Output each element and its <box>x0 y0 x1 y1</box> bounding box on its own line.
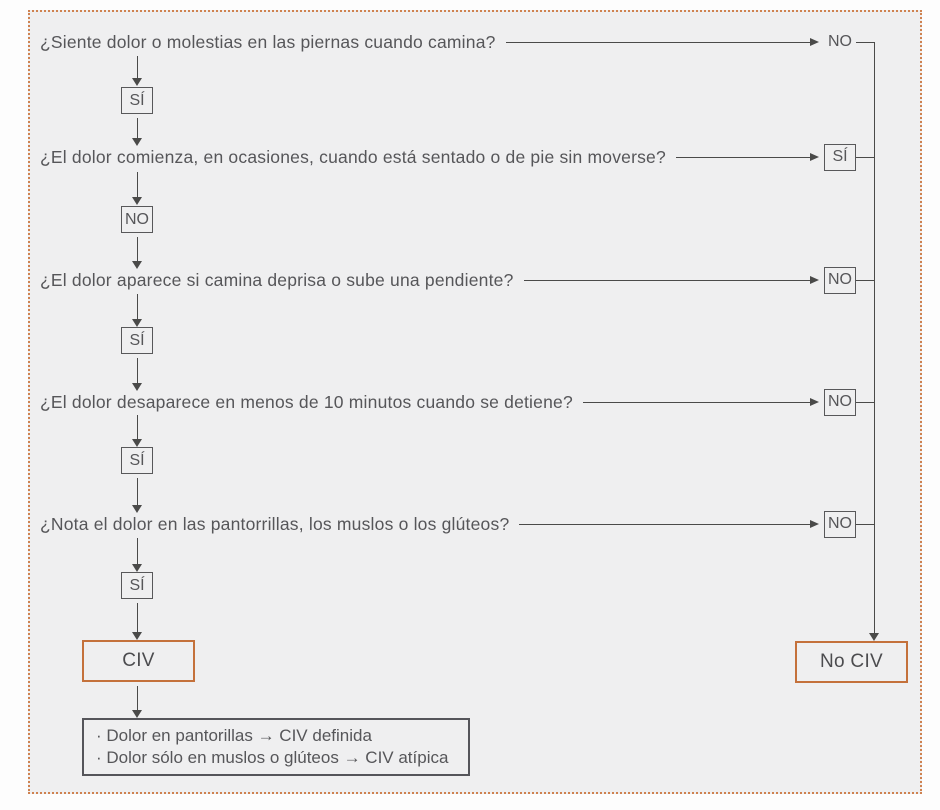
question-row-3 <box>40 269 874 291</box>
arrow-right-icon <box>810 398 819 406</box>
connector-line <box>583 402 810 403</box>
answer-1-right-label: NO <box>828 33 852 50</box>
arrow-down-icon <box>137 172 138 197</box>
connector-line <box>676 157 810 158</box>
answer-1-down-box: SÍ <box>121 87 153 114</box>
note-line-2: · Dolor sólo en muslos o glúteos → CIV atípica <box>96 748 449 767</box>
arrow-right-icon <box>810 38 819 46</box>
arrow-down-icon <box>137 56 138 78</box>
question-row-5 <box>40 513 874 535</box>
arrow-down-icon <box>137 294 138 319</box>
flowchart-panel <box>28 10 922 794</box>
question-3-text: ¿El dolor aparece si camina deprisa o sube una pendiente? <box>40 269 514 290</box>
answer-4-right-box: NO <box>824 389 856 416</box>
arrow-right-icon <box>810 276 819 284</box>
arrow-down-icon <box>137 538 138 564</box>
arrow-right-icon <box>810 153 819 161</box>
answer-3-down-box: SÍ <box>121 327 153 354</box>
connector-stub <box>856 42 874 43</box>
arrow-down-icon <box>137 478 138 505</box>
answer-3-right-box: NO <box>824 267 856 294</box>
arrow-down-icon <box>137 118 138 138</box>
question-row-4 <box>40 391 874 413</box>
answer-5-down-box: SÍ <box>121 572 153 599</box>
note-line-1: · Dolor en pantorillas → CIV definida <box>96 726 372 745</box>
arrow-down-icon <box>137 415 138 439</box>
outcome-no-civ-box: No CIV <box>795 641 908 683</box>
question-4-text: ¿El dolor desaparece en menos de 10 minutos cuando se detiene? <box>40 391 573 412</box>
answer-4-down-box: SÍ <box>121 447 153 474</box>
question-row-1 <box>40 31 874 53</box>
connector-line <box>524 280 810 281</box>
connector-line <box>519 524 810 525</box>
arrow-right-icon <box>810 520 819 528</box>
arrow-down-icon <box>137 237 138 261</box>
question-5-text: ¿Nota el dolor en las pantorrillas, los muslos o los glúteos? <box>40 513 510 534</box>
connector-stub <box>856 157 874 158</box>
no-branch-rail-arrow <box>874 42 875 633</box>
answer-2-down-box: NO <box>121 206 153 233</box>
answer-2-right-box: SÍ <box>824 144 856 171</box>
arrow-down-icon <box>137 686 138 710</box>
definition-note-box <box>82 718 470 776</box>
question-row-2 <box>40 146 874 168</box>
question-2-text: ¿El dolor comienza, en ocasiones, cuando está sentado o de pie sin moverse? <box>40 146 666 167</box>
question-1-text: ¿Siente dolor o molestias en las piernas cuando camina? <box>40 31 496 52</box>
answer-5-right-box: NO <box>824 511 856 538</box>
connector-stub <box>856 280 874 281</box>
arrow-down-icon <box>137 603 138 632</box>
connector-stub <box>856 524 874 525</box>
outcome-civ-box: CIV <box>82 640 195 682</box>
arrow-down-icon <box>137 358 138 383</box>
connector-stub <box>856 402 874 403</box>
connector-line <box>506 42 810 43</box>
